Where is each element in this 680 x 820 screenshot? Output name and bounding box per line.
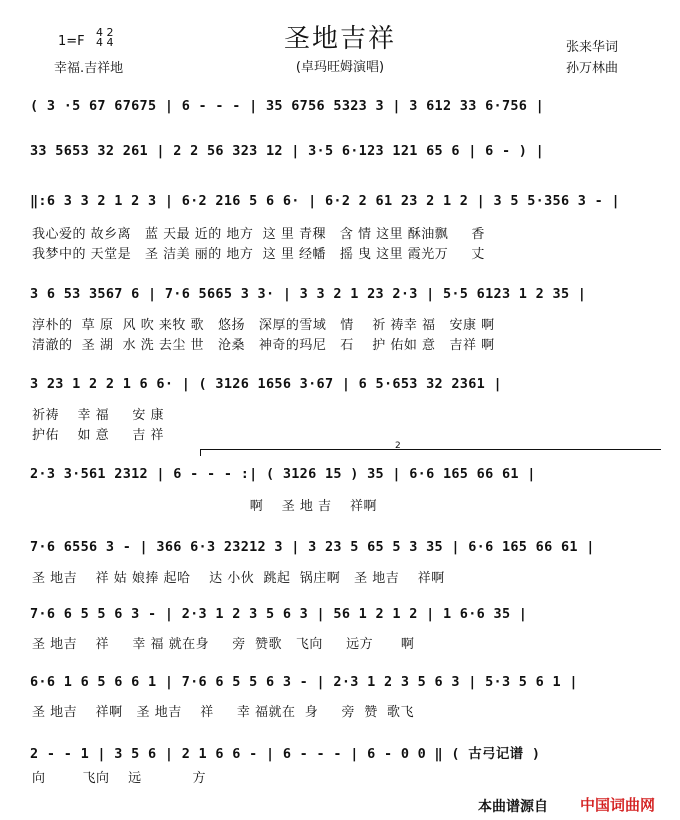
lyric-verse-1: 我心爱的 故乡离 蓝 天最 近的 地方 这 里 青稞 含 情 这里 酥油飘 香 — [32, 227, 485, 242]
second-ending-number: 2 — [395, 441, 401, 451]
composer-credit: 孙万林曲 — [566, 61, 619, 76]
lyric-verse-2: 护佑 如 意 吉 祥 — [32, 428, 164, 443]
time-signature — [96, 28, 114, 48]
notation-line: ‖:6 3 3 2 1 2 3 | 6·2 216 5 6 6· | 6·2 2 61 23 2 1 2 | 3 5 5·356 3 - | — [30, 193, 620, 209]
song-subtitle: 幸福.吉祥地 — [54, 61, 124, 76]
site-name-link[interactable]: 中国词曲网 — [580, 796, 656, 814]
second-ending-bracket — [200, 449, 661, 456]
lyric-verse-1: 啊 圣 地 吉 祥啊 — [32, 499, 378, 514]
notation-line: 7·6 6556 3 - | 366 6·3 23212 3 | 3 23 5 65 5 3 35 | 6·6 165 66 61 | — [30, 539, 595, 555]
lyric-verse-1: 淳朴的 草 原 风 吹 来牧 歌 悠扬 深厚的雪域 情 祈 祷幸 福 安康 啊 — [32, 318, 495, 333]
lyric-verse-1: 圣 地吉 祥 幸 福 就在身 旁 赞歌 飞向 远方 啊 — [32, 637, 415, 652]
notation-line: 2 - - 1 | 3 5 6 | 2 1 6 6 - | 6 - - - | 6 - 0 0 ‖ ( 古弓记谱 ) — [30, 746, 541, 762]
key-signature: 1=F — [58, 34, 85, 49]
singer-credit: (卓玛旺姆演唱) — [295, 60, 385, 75]
notation-line: 33 5653 32 261 | 2 2 56 323 12 | 3·5 6·123 121 65 6 | 6 - ) | — [30, 143, 545, 159]
lyric-verse-2: 我梦中的 天堂是 圣 洁美 丽的 地方 这 里 经幡 摇 曳 这里 霞光万 丈 — [32, 247, 485, 262]
lyric-verse-2: 清澈的 圣 湖 水 洗 去尘 世 沧桑 神奇的玛尼 石 护 佑如 意 吉祥 啊 — [32, 338, 495, 353]
lyricist-credit: 张来华词 — [566, 40, 619, 55]
song-title: 圣地吉祥 — [283, 24, 396, 54]
source-label: 本曲谱源自 — [478, 799, 548, 815]
lyric-verse-1: 圣 地吉 祥 姑 娘捧 起哈 达 小伙 跳起 锅庄啊 圣 地吉 祥啊 — [32, 571, 445, 586]
lyric-verse-1: 圣 地吉 祥啊 圣 地吉 祥 幸 福就在 身 旁 赞 歌飞 — [32, 705, 414, 720]
time-signature-bottom: 4 4 — [96, 36, 114, 49]
time-signature-top: 4 2 — [96, 26, 114, 39]
notation-line: 3 6 53 3567 6 | 7·6 5665 3 3· | 3 3 2 1 23 2·3 | 5·5 6123 1 2 35 | — [30, 286, 587, 302]
lyric-verse-1: 祈祷 幸 福 安 康 — [32, 408, 164, 423]
notation-line: ( 3 ·5 67 67675 | 6 - - - | 35 6756 5323 3 | 3 612 33 6·756 | — [30, 98, 545, 114]
notation-line: 7·6 6 5 5 6 3 - | 2·3 1 2 3 5 6 3 | 56 1 2 1 2 | 1 6·6 35 | — [30, 606, 528, 622]
notation-line: 2·3 3·561 2312 | 6 - - - :| ( 3126 15 ) 35 | 6·6 165 66 61 | — [30, 466, 536, 482]
notation-line: 6·6 1 6 5 6 6 1 | 7·6 6 5 5 6 3 - | 2·3 1 2 3 5 6 3 | 5·3 5 6 1 | — [30, 674, 578, 690]
notation-line: 3 23 1 2 2 1 6 6· | ( 3126 1656 3·67 | 6 5·653 32 2361 | — [30, 376, 502, 392]
lyric-verse-1: 向 飞向 远 方 — [32, 771, 207, 786]
